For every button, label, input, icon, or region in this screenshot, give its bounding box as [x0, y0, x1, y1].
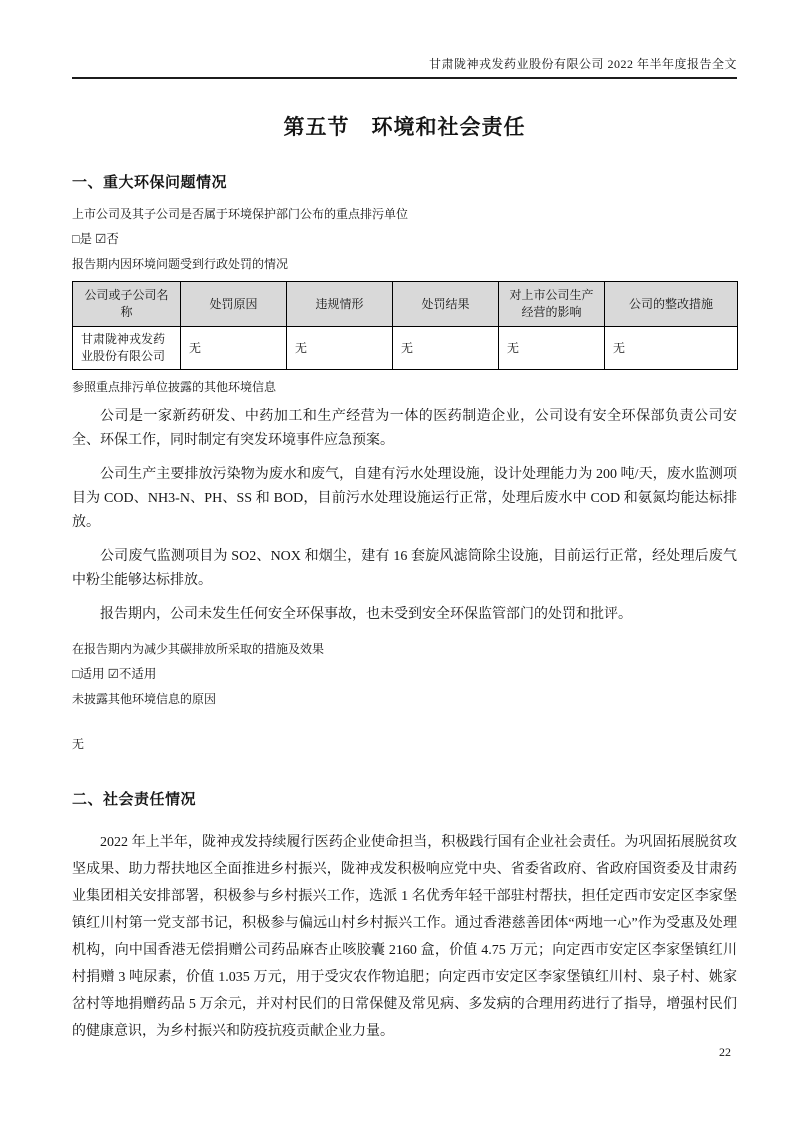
report-header-title: 甘肃陇神戎发药业股份有限公司 2022 年半年度报告全文 — [428, 57, 737, 71]
col-header-penalty-result: 处罚结果 — [393, 282, 499, 327]
question-key-pollutant: 上市公司及其子公司是否属于环境保护部门公布的重点排污单位 — [72, 207, 409, 221]
page-number: 22 — [719, 1045, 731, 1059]
cell-impact: 无 — [499, 327, 605, 370]
page-header — [72, 56, 737, 79]
cell-rectification: 无 — [605, 327, 738, 370]
page-title: 第五节 环境和社会责任 — [283, 115, 526, 139]
env-paragraph-3: 公司废气监测项目为 SO2、NOX 和烟尘，建有 16 套旋风滤筒除尘设施，目前运行正常，经处理后废气中粉尘能够达标排放。 — [72, 549, 737, 588]
penalty-table — [72, 281, 738, 370]
checkbox-answer-applicable: □适用 ☑不适用 — [72, 667, 157, 681]
cell-company-name: 甘肃陇神戎发药业股份有限公司 — [73, 327, 181, 370]
question-admin-penalty: 报告期内因环境问题受到行政处罚的情况 — [72, 257, 289, 271]
env-paragraph-2: 公司生产主要排放污染物为废水和废气，自建有污水处理设施，设计处理能力为 200 吨/天，废水监测项目为 COD、NH3-N、PH、SS 和 BOD，目前污水处理设施运行正常，处理后废水中 COD 和氨氮均能达标排放。 — [72, 467, 737, 530]
undisclosed-reason-value: 无 — [72, 737, 85, 751]
checkbox-answer-yes-no: □是 ☑否 — [72, 232, 119, 246]
env-paragraph-1: 公司是一家新药研发、中药加工和生产经营为一体的医药制造企业，公司设有安全环保部负责公司安全、环保工作，同时制定有突发环境事件应急预案。 — [72, 409, 737, 448]
col-header-violation: 违规情形 — [287, 282, 393, 327]
cell-penalty-result: 无 — [393, 327, 499, 370]
penalty-table-header — [73, 282, 738, 327]
carbon-measures-label: 在报告期内为减少其碳排放所采取的措施及效果 — [72, 642, 325, 656]
penalty-table-body — [73, 327, 738, 370]
col-header-rectification: 公司的整改措施 — [605, 282, 738, 327]
section-2-heading: 二、社会责任情况 — [72, 791, 197, 808]
col-header-impact: 对上市公司生产经营的影响 — [499, 282, 605, 327]
col-header-company-name: 公司或子公司名称 — [73, 282, 181, 327]
col-header-penalty-reason: 处罚原因 — [181, 282, 287, 327]
undisclosed-reason-label: 未披露其他环境信息的原因 — [72, 692, 217, 706]
env-paragraph-4: 报告期内，公司未发生任何安全环保事故，也未受到安全环保监管部门的处罚和批评。 — [100, 607, 632, 622]
note-other-env-info: 参照重点排污单位披露的其他环境信息 — [72, 380, 277, 394]
cell-penalty-reason: 无 — [181, 327, 287, 370]
table-header-row — [73, 282, 738, 327]
social-responsibility-paragraph: 2022 年上半年，陇神戎发持续履行医药企业使命担当，积极践行国有企业社会责任。为巩固拓展脱贫攻坚成果、助力帮扶地区全面推进乡村振兴，陇神戎发积极响应党中央、省委省政府、省政府国资委及甘肃药业集团相关安排部署，积极参与乡村振兴工作，选派 1 名优秀年轻干部驻村帮扶，担任定西市安定区李家堡镇红川村第一党支部书记，积极参与偏远山村乡村振兴工作。通过香港慈善团体“两地一心”作为受惠及处理机构，向中国香港无偿捐赠公司药品麻杏止咳胶囊 2160 盒，价值 4.75 万元；向定西市安定区李家堡镇红川村捐赠 3 吨尿素，价值 1.035 万元，用于受灾农作物追肥；向定西市安定区李家堡镇红川村、泉子村、姚家岔村等地捐赠药品 5 万余元，并对村民们的日常保健及常见病、多发病的合理用药进行了指导，增强村民们的健康意识，为乡村振兴和防疫抗疫贡献企业力量。 — [72, 835, 737, 1039]
table-row — [73, 327, 738, 370]
section-1-heading: 一、重大环保问题情况 — [72, 174, 228, 191]
cell-violation: 无 — [287, 327, 393, 370]
